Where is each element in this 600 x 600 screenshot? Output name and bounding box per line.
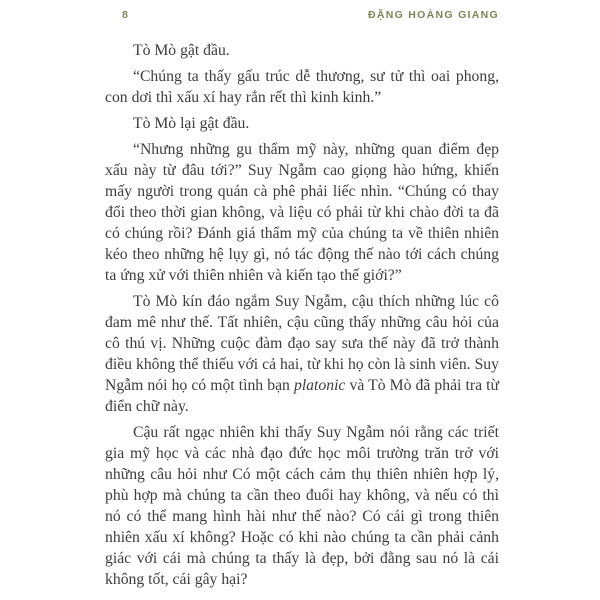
- running-title: ĐẶNG HOÀNG GIANG: [367, 9, 499, 21]
- text-segment: “Chúng ta thấy gấu trúc dễ thương, sư tử thì oai phong, con dơi thì xấu xí hay rắn rết thì kinh kinh.”: [105, 68, 499, 106]
- paragraph: [105, 291, 499, 417]
- paragraph: [105, 139, 499, 286]
- text-segment: Cậu rất ngạc nhiên khi thấy Suy Ngẫm nói rằng các triết gia mỹ học và các nhà đạo đức học môi trường trăn trở với những câu hỏi như Có một cách cảm thụ thiên nhiên hợp lý, phù hợp mà chúng ta cần theo đuổi hay không, và nếu có thì nó có thể mang hình hài như thế nào? Có cái gì trong thiên nhiên xấu xí không? Hoặc có khi nào chúng ta cần phải cảnh giác với cái mà chúng ta thấy là đẹp, bởi đằng sau nó là cái không tốt, cái gây hại?: [105, 424, 499, 588]
- paragraph: [105, 66, 499, 108]
- paragraph: [105, 422, 499, 590]
- text-segment: Tò Mò gật đầu.: [133, 42, 230, 59]
- page-body: [105, 40, 499, 595]
- text-segment: Tò Mò kín đáo ngắm Suy Ngẫm, cậu thích những lúc cô đam mê như thế. Tất nhiên, cậu cũng thấy những câu hỏi của cô thú vị. Những cuộc đàm đạo say sưa thế này đã trở thành điều không thể thiếu với cả hai, từ khi họ còn là sinh viên. Suy Ngẫm nói họ có một tình bạn: [105, 293, 499, 394]
- italic-text: platonic: [293, 377, 346, 394]
- paragraph: [105, 40, 499, 61]
- text-segment: “Nhưng những gu thẩm mỹ này, những quan điểm đẹp xấu này từ đâu tới?” Suy Ngẫm cao giọng hào hứng, khiến mấy người trong quán cà phê phải liếc nhìn. “Chúng có thay đổi theo thời gian không, và liệu có phải từ khi chào đời ta đã có chúng rồi? Đánh giá thẩm mỹ của chúng ta về thiên nhiên kéo theo những hệ lụy gì, nó tác động thế nào tới cách chúng ta ứng xử với thiên nhiên và kiến tạo thế giới?”: [105, 141, 499, 284]
- text-segment: và Tò Mò đã phải tra từ điển chữ này.: [105, 377, 500, 415]
- paragraph: [105, 113, 499, 134]
- page-number: 8: [122, 9, 130, 21]
- text-segment: Tò Mò lại gật đầu.: [133, 115, 250, 132]
- page-header: [105, 9, 499, 21]
